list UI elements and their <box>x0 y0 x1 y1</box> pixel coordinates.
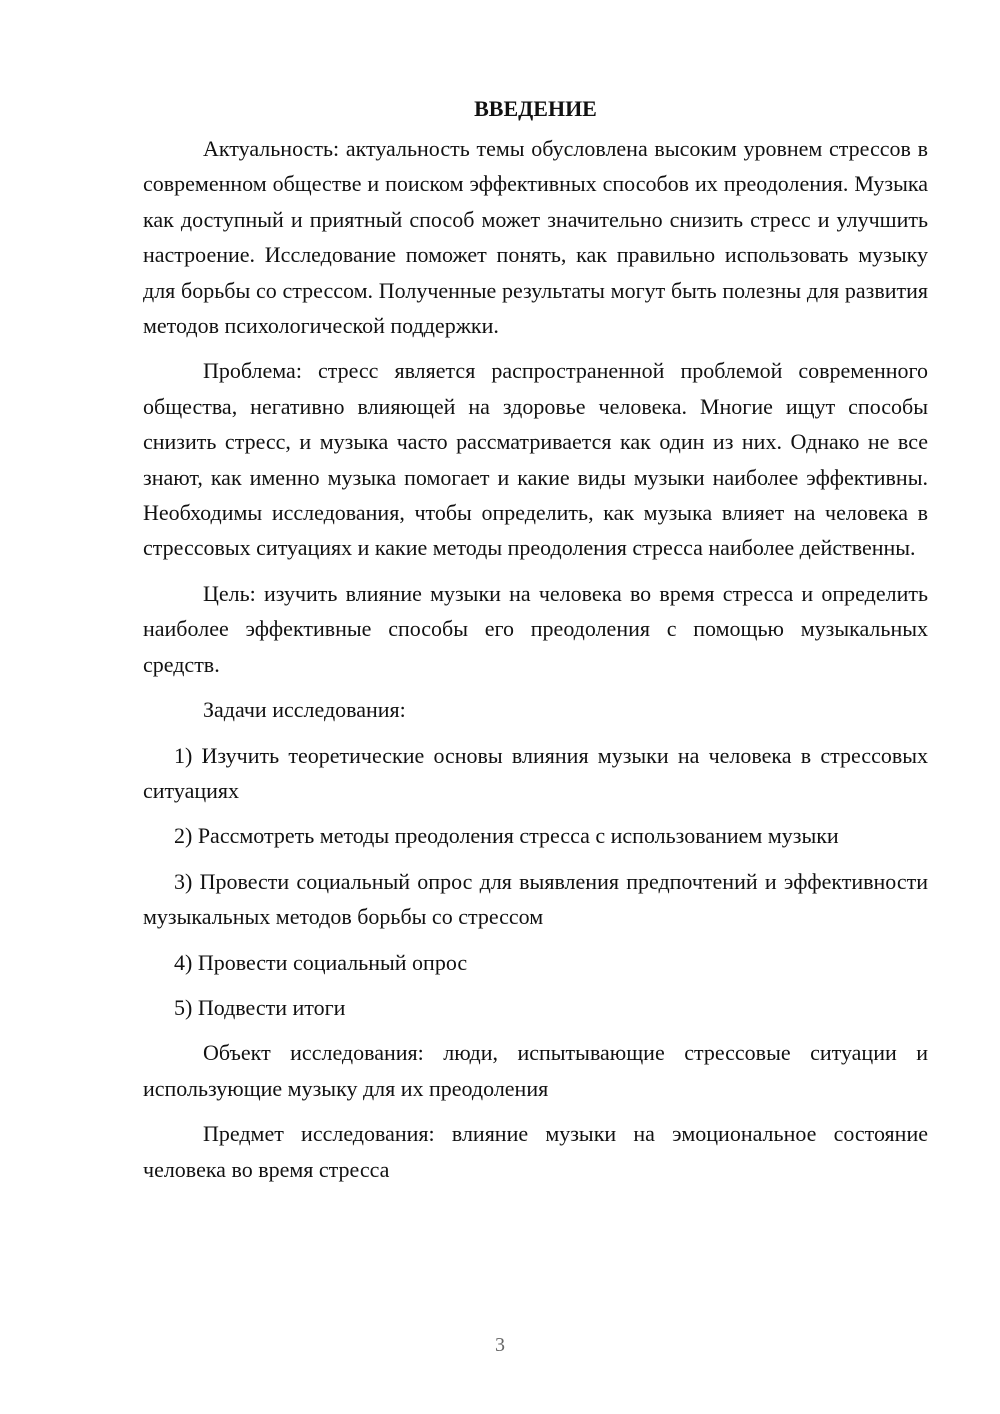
task-item: 4) Провести социальный опрос <box>174 949 468 975</box>
task-item: 2) Рассмотреть методы преодоления стресса с использованием музыки <box>174 823 839 849</box>
object-paragraph: Объект исследования: люди, испытывающие стрессовые ситуации и использующие музыку для их преодоления <box>143 1040 928 1101</box>
task-item: 1) Изучить теоретические основы влияния музыки на человека в стрессовых ситуациях <box>143 742 928 803</box>
page-number: 3 <box>495 1334 505 1356</box>
task-item: 5) Подвести итоги <box>174 994 346 1020</box>
tasks-heading: Задачи исследования: <box>203 697 406 723</box>
relevance-paragraph: Актуальность: актуальность темы обусловлена высоким уровнем стрессов в современном обществе и поиском эффективных способов их преодоления. Музыка как доступный и приятный способ может значительно снизить стресс и улучшить настроение. Исследование поможет понять, как правильно использовать музыку для борьбы со стрессом. Полученные результаты могут быть полезны для развития методов психологической поддержки. <box>143 136 928 339</box>
problem-paragraph: Проблема: стресс является распространенной проблемой современного общества, негативно влияющей на здоровье человека. Многие ищут способы снизить стресс, и музыка часто рассматривается как один из них. Однако не все знают, как именно музыка помогает и какие виды музыки наиболее эффективны. Необходимы исследования, чтобы определить, как музыка влияет на человека в стрессовых ситуациях и какие методы преодоления стресса наиболее действенны. <box>143 358 928 561</box>
task-item: 3) Провести социальный опрос для выявления предпочтений и эффективности музыкальных методов борьбы со стрессом <box>143 868 928 930</box>
document-page <box>143 92 928 1197</box>
subject-paragraph: Предмет исследования: влияние музыки на эмоциональное состояние человека во время стресса <box>143 1121 928 1182</box>
goal-paragraph: Цель: изучить влияние музыки на человека во время стресса и определить наиболее эффективные способы его преодоления с помощью музыкальных средств. <box>143 580 928 677</box>
section-title: ВВЕДЕНИЕ <box>474 96 597 121</box>
